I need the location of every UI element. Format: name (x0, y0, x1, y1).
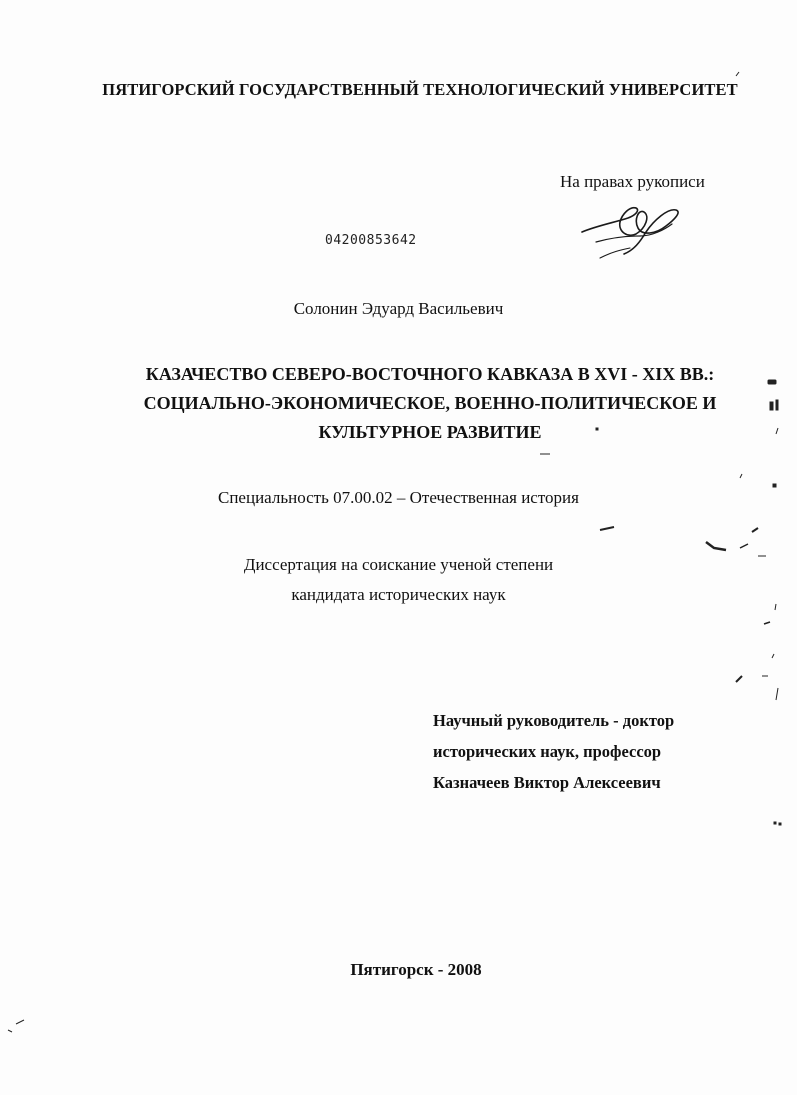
handwritten-signature-icon (576, 200, 691, 262)
speciality: Специальность 07.00.02 – Отечественная история (218, 488, 579, 507)
dissertation-title (70, 360, 790, 447)
city-and-year: Пятигорск - 2008 (350, 960, 482, 979)
archive-stamp-code: 04200853642 (325, 233, 417, 248)
degree-line: Диссертация на соискание ученой степени (243, 555, 554, 574)
scientific-supervisor (433, 705, 674, 798)
supervisor-line: Научный руководитель - доктор (433, 711, 675, 730)
author-name: Солонин Эдуард Васильевич (293, 299, 504, 318)
degree-line: кандидата исторических наук (291, 585, 506, 604)
supervisor-line: Казначеев Виктор Алексеевич (433, 773, 661, 792)
title-line: СОЦИАЛЬНО-ЭКОНОМИЧЕСКОЕ, ВОЕННО-ПОЛИТИЧЕСКОЕ И (143, 393, 717, 413)
title-line: КАЗАЧЕСТВО СЕВЕРО-ВОСТОЧНОГО КАВКАЗА В XVI - XIX ВВ.: (145, 364, 715, 384)
supervisor-line: исторических наук, профессор (433, 742, 662, 761)
title-line: КУЛЬТУРНОЕ РАЗВИТИЕ (318, 422, 542, 442)
university-name: ПЯТИГОРСКИЙ ГОСУДАРСТВЕННЫЙ ТЕХНОЛОГИЧЕСКИЙ УНИВЕРСИТЕТ (102, 80, 738, 99)
manuscript-note: На правах рукописи (560, 172, 705, 191)
degree-statement (0, 550, 797, 610)
